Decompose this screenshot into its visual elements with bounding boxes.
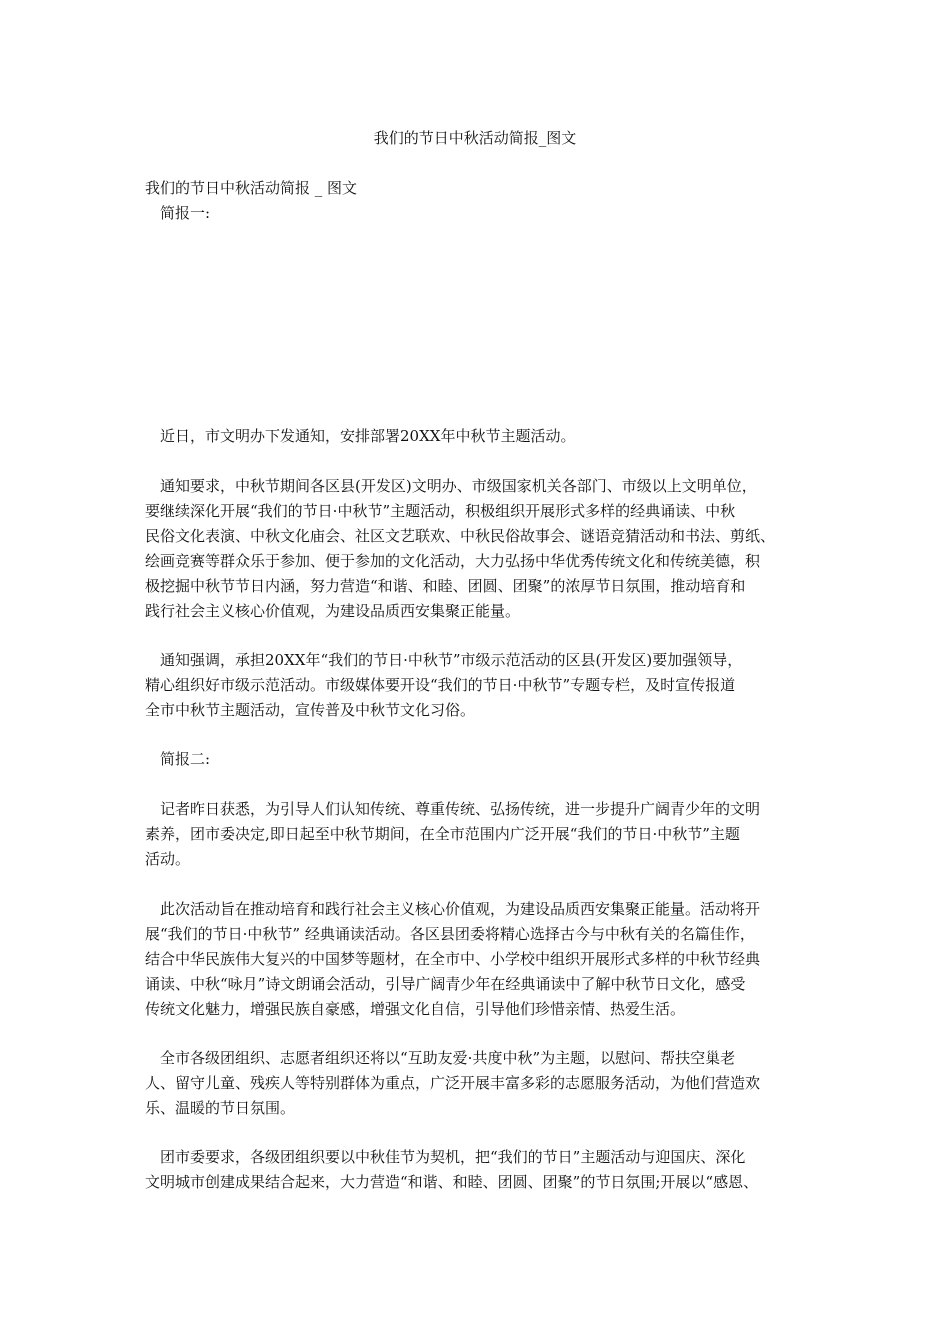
document-subtitle: 我们的节日中秋活动简报 _ 图文 (145, 179, 358, 197)
paragraph-line: 记者昨日获悉，为引导人们认知传统、尊重传统、弘扬传统，进一步提升广阔青少年的文明 (160, 800, 761, 818)
paragraph-line: 乐、温暖的节日氛围。 (145, 1099, 296, 1117)
paragraph-7 (145, 1145, 820, 1195)
paragraph-line: 结合中华民族伟大复兴的中国梦等题材，在全市中、小学校中组织开展形式多样的中秋节经典 (145, 950, 761, 968)
paragraph-5 (145, 897, 820, 1022)
paragraph-line: 此次活动旨在推动培育和践行社会主义核心价值观，为建设品质西安集聚正能量。活动将开 (160, 900, 761, 918)
paragraph-line: 精心组织好市级示范活动。市级媒体要开设“我们的节日·中秋节”专题专栏，及时宣传报道 (145, 676, 736, 694)
paragraph-line: 极挖掘中秋节节日内涵，努力营造“和谐、和睦、团圆、团聚”的浓厚节日氛围，推动培育和 (145, 577, 746, 595)
section-2 (145, 747, 820, 772)
paragraph-line: 民俗文化表演、中秋文化庙会、社区文艺联欢、中秋民俗故事会、谜语竞猜活动和书法、剪纸、 (145, 527, 776, 545)
document-header (145, 176, 820, 226)
paragraph-line: 活动。 (145, 850, 191, 868)
paragraph-4 (145, 797, 820, 872)
paragraph-line: 团市委要求，各级团组织要以中秋佳节为契机，把“我们的节日”主题活动与迎国庆、深化 (160, 1148, 746, 1166)
paragraph-line: 通知要求，中秋节期间各区县(开发区)文明办、市级国家机关各部门、市级以上文明单位， (160, 477, 757, 495)
paragraph-line: 全市各级团组织、志愿者组织还将以“互助友爱·共度中秋”为主题，以慰问、帮扶空巢老 (160, 1049, 736, 1067)
paragraph-line: 近日，市文明办下发通知，安排部署20XX年中秋节主题活动。 (160, 427, 576, 445)
section-heading-1: 简报一: (160, 204, 211, 222)
section-heading-2: 简报二: (160, 750, 211, 768)
paragraph-line: 诵读、中秋“咏月”诗文朗诵会活动，引导广阔青少年在经典诵读中了解中秋节日文化，感受 (145, 975, 746, 993)
paragraph-line: 绘画竞赛等群众乐于参加、便于参加的文化活动，大力弘扬中华优秀传统文化和传统美德，积 (145, 552, 761, 570)
paragraph-1 (145, 424, 820, 449)
paragraph-line: 素养，团市委决定,即日起至中秋节期间，在全市范围内广泛开展“我们的节日·中秋节”主题 (145, 825, 740, 843)
paragraph-line: 人、留守儿童、残疾人等特别群体为重点，广泛开展丰富多彩的志愿服务活动，为他们营造欢 (145, 1074, 761, 1092)
blank-image-area (145, 230, 545, 410)
paragraph-line: 文明城市创建成果结合起来，大力营造“和谐、和睦、团圆、团聚”的节日氛围;开展以“感恩、 (145, 1173, 759, 1191)
paragraph-line: 践行社会主义核心价值观，为建设品质西安集聚正能量。 (145, 602, 521, 620)
paragraph-line: 通知强调，承担20XX年“我们的节日·中秋节”市级示范活动的区县(开发区)要加强领导， (160, 651, 743, 669)
paragraph-6 (145, 1046, 820, 1121)
paragraph-line: 展“我们的节日·中秋节” 经典诵读活动。各区县团委将精心选择古今与中秋有关的名篇佳作， (145, 925, 755, 943)
paragraph-line: 传统文化魅力，增强民族自豪感，增强文化自信，引导他们珍惜亲情、热爱生活。 (145, 1000, 686, 1018)
document-title: 我们的节日中秋活动简报_图文 (373, 129, 577, 147)
paragraph-line: 要继续深化开展“我们的节日·中秋节”主题活动，积极组织开展形式多样的经典诵读、中秋 (145, 502, 736, 520)
paragraph-2 (145, 474, 820, 624)
paragraph-3 (145, 648, 820, 723)
paragraph-line: 全市中秋节主题活动，宣传普及中秋节文化习俗。 (145, 701, 476, 719)
